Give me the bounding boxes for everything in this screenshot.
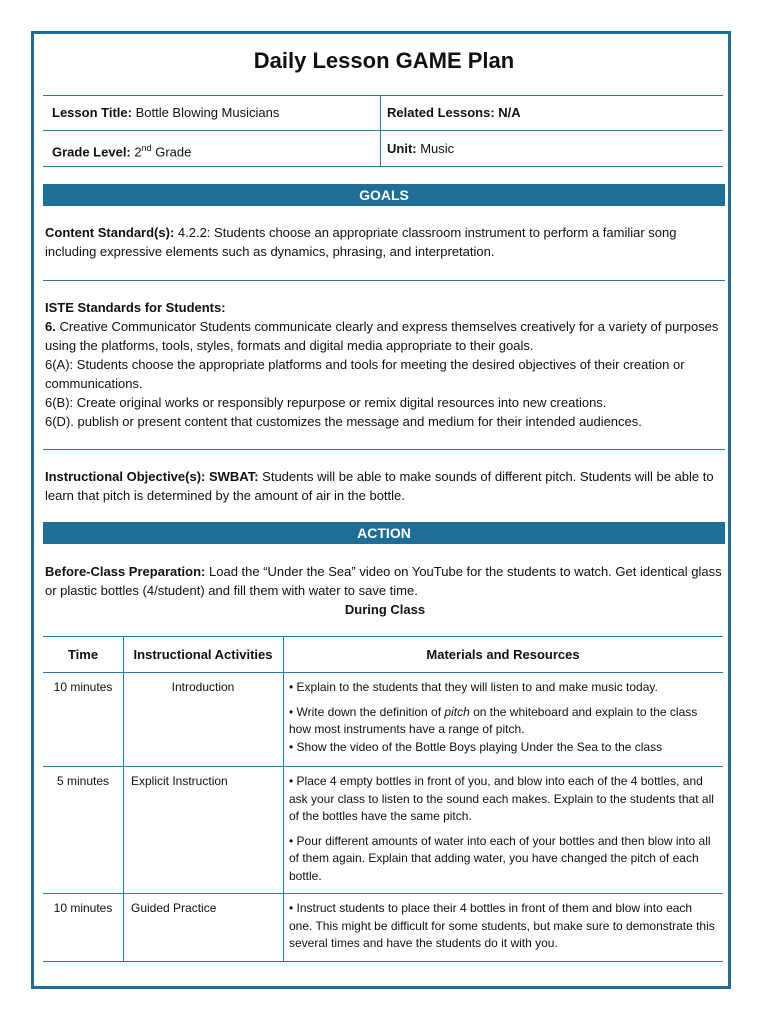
page-title: Daily Lesson GAME Plan xyxy=(253,48,515,73)
row-time: 5 minutes xyxy=(56,774,110,788)
lesson-title-field: Lesson Title: Bottle Blowing Musicians xyxy=(52,105,280,120)
row-time: 10 minutes xyxy=(53,680,113,694)
divider xyxy=(43,672,723,673)
row-materials: • Explain to the students that they will listen to and make music today. • Write down the definition of pitch on the whiteboard and explain to the class how most instruments have a range of pitch. • Show the video of the Bottle Boys playing Under the Sea to the class xyxy=(289,680,698,754)
unit-field: Unit: Music xyxy=(387,141,455,156)
iste-standards: ISTE Standards for Students: 6. Creative Communicator Students communicate clearly and express themselves creatively for a variety of purposes using the platforms, tools, styles, formats and digital media appropriate to their goals. 6(A): Students choose the appropriate platforms and tools for meeting the desired objectives of their creation or communications. 6(B): Create original works or responsibly repurpose or remix digital resources into new creations. 6(D). publish or present content that customizes the message and medium for their intended audiences. xyxy=(45,300,719,429)
row-time: 10 minutes xyxy=(53,901,113,915)
divider xyxy=(43,449,725,450)
divider xyxy=(43,95,723,96)
divider xyxy=(43,280,725,281)
column-header-materials: Materials and Resources xyxy=(426,647,580,662)
divider xyxy=(380,95,381,166)
divider xyxy=(43,636,723,637)
divider xyxy=(43,166,723,167)
row-materials: • Instruct students to place their 4 bottles in front of them and blow into each one. This might be difficult for some students, but make sure to demonstrate this several times and have the students do it with you. xyxy=(289,901,715,950)
action-section-bar: ACTION xyxy=(43,522,725,544)
column-header-activities: Instructional Activities xyxy=(133,647,273,662)
before-class-preparation: Before-Class Preparation: Load the “Under the Sea” video on YouTube for the students to watch. Get identical glass or plastic bottles (4/student) and fill them with water to save time. During Class xyxy=(45,564,722,617)
row-activity: Explicit Instruction xyxy=(131,774,228,788)
row-materials: • Place 4 empty bottles in front of you, and blow into each of the 4 bottles, and ask your class to listen to the sound each makes. Explain to the students that all of the bottles have the same pitch. • Pour different amounts of water into each of your bottles and then blow into all of them again. Explain that adding water, you have changed the pitch of each bottle. xyxy=(289,774,714,883)
divider xyxy=(43,893,723,894)
column-header-time: Time xyxy=(67,647,99,662)
divider xyxy=(43,961,723,962)
divider xyxy=(43,766,723,767)
instructional-objective: Instructional Objective(s): SWBAT: Students will be able to make sounds of different pitch. Students will be able to learn that pitch is determined by the amount of air in the bottle. xyxy=(45,469,714,503)
related-lessons-field: Related Lessons: N/A xyxy=(387,105,521,120)
goals-section-bar: GOALS xyxy=(43,184,725,206)
row-activity: Introduction xyxy=(171,680,235,694)
divider xyxy=(43,130,723,131)
grade-level-field: Grade Level: 2nd Grade xyxy=(52,143,192,160)
row-activity: Guided Practice xyxy=(131,901,217,915)
divider xyxy=(283,636,284,961)
content-standard: Content Standard(s): 4.2.2: Students choose an appropriate classroom instrument to perform a familiar song including expressive elements such as dynamics, phrasing, and interpretation. xyxy=(45,225,677,259)
